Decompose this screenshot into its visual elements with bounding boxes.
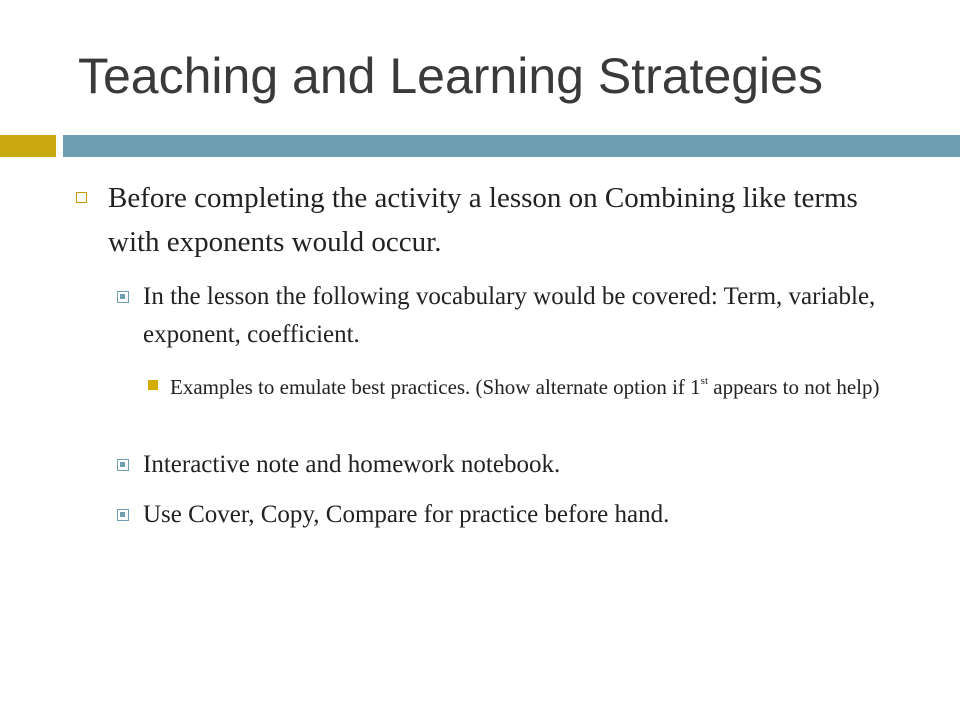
bullet-level2-interactive-note xyxy=(143,446,883,484)
bullet-level3-examples xyxy=(170,370,890,404)
title-accent-bar-teal xyxy=(63,135,960,157)
bullet-level1-text: Before completing the activity a lesson on Combining like terms with exponents would occur. xyxy=(108,182,858,258)
bullet-level2-cover-copy-compare xyxy=(143,496,883,534)
bullet-level2-vocabulary xyxy=(143,278,883,354)
boxed-square-bullet-icon xyxy=(117,291,129,303)
hollow-square-bullet-icon xyxy=(76,192,87,203)
title-accent-bar-gold xyxy=(0,135,56,157)
bullet-level2-text: In the lesson the following vocabulary would be covered: Term, variable, exponent, coefficient. xyxy=(143,283,876,348)
boxed-square-bullet-icon xyxy=(117,509,129,521)
slide-title: Teaching and Learning Strategies xyxy=(78,48,823,104)
bullet-level3-text-start: Examples to emulate best practices. (Show alternate option if 1 xyxy=(170,375,701,399)
bullet-level2-text: Interactive note and homework notebook. xyxy=(143,451,561,478)
bullet-level2-text: Use Cover, Copy, Compare for practice before hand. xyxy=(143,501,670,528)
bullet-level3-text-end: appears to not help) xyxy=(708,375,880,399)
ordinal-superscript: st xyxy=(700,375,709,387)
boxed-square-bullet-icon xyxy=(117,459,129,471)
bullet-level1-lesson xyxy=(108,176,898,264)
filled-square-bullet-icon xyxy=(148,380,158,390)
